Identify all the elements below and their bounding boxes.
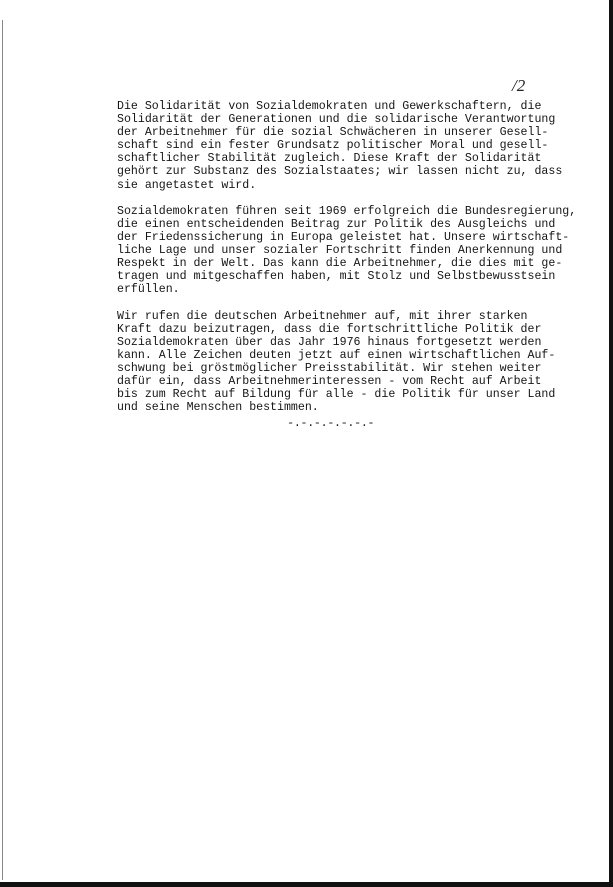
document-body [117,100,597,427]
page-number: /2 [512,76,526,95]
end-of-text-mark: -.-.-.-.-.-.- [287,416,375,430]
page-edge-line [2,20,3,880]
paragraph-appeal: Wir rufen die deutschen Arbeitnehmer auf, mit ihrer starken Kraft dazu beizutragen, dass die fortschrittliche Politik der Sozialdemokraten über das Jahr 1976 hinaus fortgesetzt werden kann. Alle Zeichen deuten jetzt auf einen wirtschaftlichen Auf- schwung bei gröstmöglicher Preisstabilität. Wir stehen weiter dafür ein, dass Arbeitnehmerinteressen - vom Recht auf Arbeit bis zum Recht auf Bildung für alle - die Politik für unser Land und seine Menschen bestimmen. [117,309,556,415]
paragraph-solidarity: Die Solidarität von Sozialdemokraten und Gewerkschaftern, die Solidarität der Generationen und die solidarische Verantwortung der Arbeitnehmer für die sozial Schwächeren in unserer Gesell- schaft sind ein fester Grundsatz politischer Moral und gesell- schaftlicher Stabilität zugleich. Diese Kraft der Solidarität gehört zur Substanz des Sozialstaates; wir lassen nicht zu, dass sie angetastet wird. [117,100,563,192]
paragraph-government: Sozialdemokraten führen seit 1969 erfolgreich die Bundesregierung, die einen entscheidenden Beitrag zur Politik des Ausgleichs und der Friedenssicherung in Europa geleistet hat. Unsere wirtschaft- liche Lage und unser sozialer Fortschritt finden Anerkennung und Respekt in der Welt. Das kann die Arbeitnehmer, die dies mit ge- tragen und mitgeschaffen haben, mit Stolz und Selbstbewusstsein erfüllen. [117,204,577,297]
